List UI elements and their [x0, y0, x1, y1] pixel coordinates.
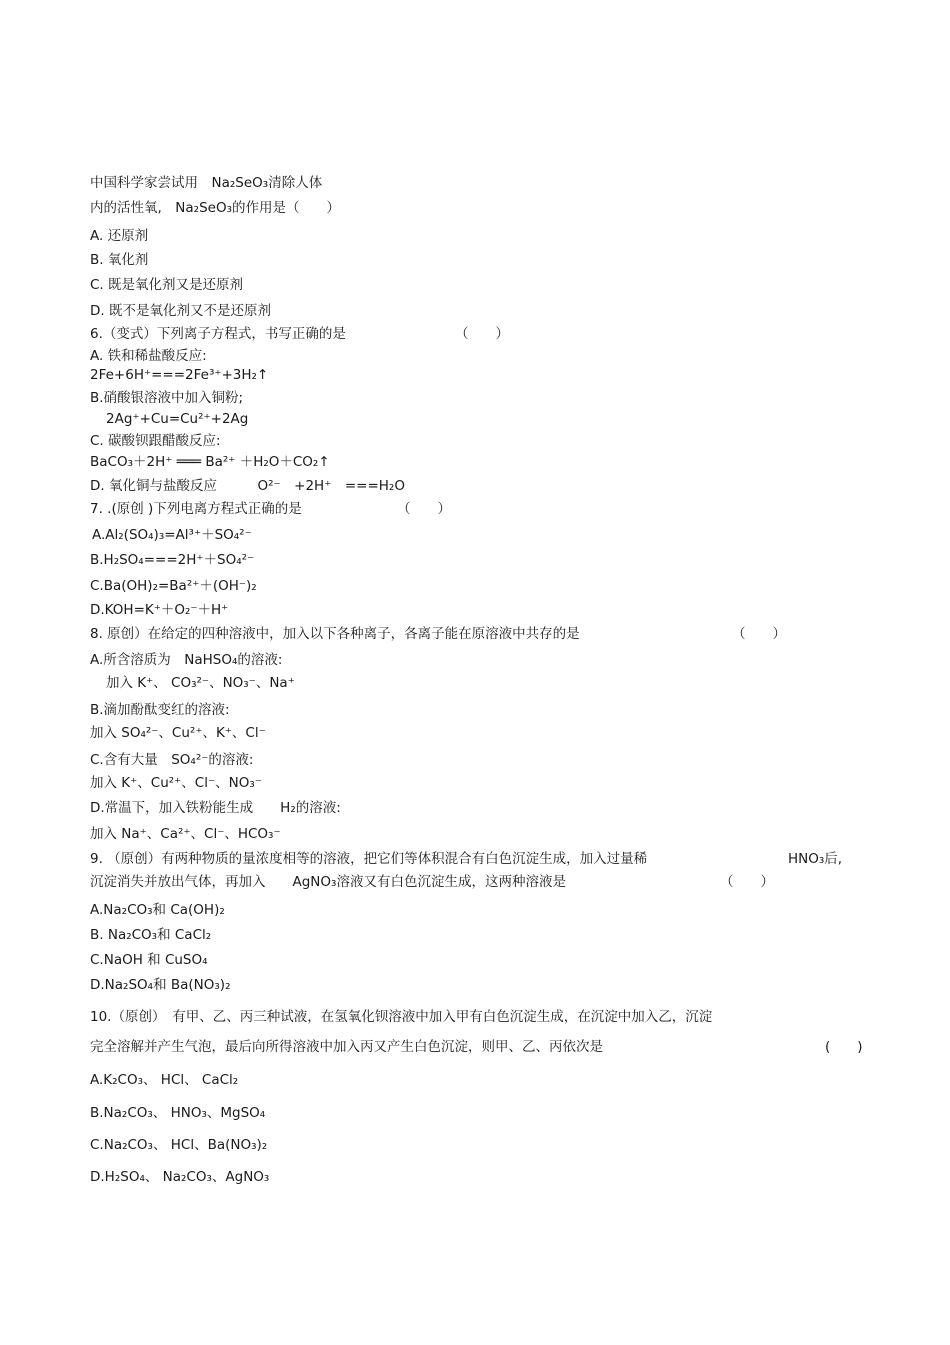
q5-stem-line-2: 内的活性氧, Na₂SeO₃的作用是（ ） [90, 200, 340, 216]
q6-option-b-equation: 2Ag⁺+Cu=Cu²⁺+2Ag [106, 411, 249, 427]
q6-option-c-equation: BaCO₃＋2H⁺ ═══ Ba²⁺ ＋H₂O＋CO₂↑ [90, 454, 330, 470]
q9-stem-line-1-end: HNO₃后, [788, 851, 843, 867]
q6-option-a-equation: 2Fe+6H⁺===2Fe³⁺+3H₂↑ [90, 367, 269, 383]
q10-stem-line-2: 完全溶解并产生气泡，最后向所得溶液中加入丙又产生白色沉淀，则甲、乙、丙依次是 [90, 1039, 603, 1055]
q8-option-c-label: C.含有大量 SO₄²⁻的溶液: [90, 752, 254, 768]
q6-stem: 6.（变式）下列离子方程式，书写正确的是 [90, 326, 346, 342]
q9-option-c: C.NaOH 和 CuSO₄ [90, 952, 208, 968]
q8-option-c-ions: 加入 K⁺、Cu²⁺、Cl⁻、NO₃⁻ [90, 775, 262, 791]
q9-stem-line-1: 9. （原创）有两种物质的量浓度相等的溶液，把它们等体积混合有白色沉淀生成，加入过量稀 [90, 851, 648, 867]
q7-stem: 7. .(原创 )下列电离方程式正确的是 [90, 501, 302, 517]
q6-option-b-label: B.硝酸银溶液中加入铜粉; [90, 390, 244, 406]
q9-answer-paren: （ ） [720, 874, 774, 890]
q8-answer-paren: （ ） [732, 626, 786, 642]
q8-option-b-ions: 加入 SO₄²⁻、Cu²⁺、K⁺、Cl⁻ [90, 725, 266, 741]
q10-option-c: C.Na₂CO₃、 HCl、Ba(NO₃)₂ [90, 1137, 268, 1153]
q7-option-a: A.Al₂(SO₄)₃=Al³⁺＋SO₄²⁻ [92, 527, 252, 543]
q10-option-b: B.Na₂CO₃、 HNO₃、MgSO₄ [90, 1105, 266, 1121]
q8-option-a-label: A.所含溶质为 NaHSO₄的溶液: [90, 652, 283, 668]
q10-stem-line-1: 10.（原创） 有甲、乙、丙三种试液，在氢氧化钡溶液中加入甲有白色沉淀生成，在沉淀中加入乙，沉淀 [90, 1009, 713, 1025]
q9-option-d: D.Na₂SO₄和 Ba(NO₃)₂ [90, 977, 231, 993]
q7-option-d: D.KOH=K⁺＋O₂⁻＋H⁺ [90, 602, 229, 618]
q6-option-a-label: A. 铁和稀盐酸反应: [90, 348, 207, 364]
q8-option-b-label: B.滴加酚酞变红的溶液: [90, 702, 230, 718]
q6-option-c-label: C. 碳酸钡跟醋酸反应: [90, 433, 221, 449]
q10-answer-paren: ( ) [825, 1039, 863, 1055]
q10-option-d: D.H₂SO₄、 Na₂CO₃、AgNO₃ [90, 1169, 270, 1185]
q9-option-b: B. Na₂CO₃和 CaCl₂ [90, 927, 212, 943]
q9-option-a: A.Na₂CO₃和 Ca(OH)₂ [90, 902, 225, 918]
q8-option-a-ions: 加入 K⁺、 CO₃²⁻、NO₃⁻、Na⁺ [106, 675, 295, 691]
q6-answer-paren: （ ） [455, 326, 509, 342]
q5-option-b: B. 氧化剂 [90, 252, 149, 268]
q5-stem-line-1: 中国科学家尝试用 Na₂SeO₃清除人体 [90, 175, 323, 191]
q6-option-d: D. 氧化铜与盐酸反应 O²⁻ +2H⁺ ===H₂O [90, 478, 405, 494]
q8-option-d-ions: 加入 Na⁺、Ca²⁺、Cl⁻、HCO₃⁻ [90, 826, 281, 842]
q9-stem-line-2: 沉淀消失并放出气体，再加入 AgNO₃溶液又有白色沉淀生成，这两种溶液是 [90, 874, 566, 890]
q10-option-a: A.K₂CO₃、 HCl、 CaCl₂ [90, 1072, 239, 1088]
q8-option-d-label: D.常温下，加入铁粉能生成 H₂的溶液: [90, 800, 341, 816]
q7-answer-paren: （ ） [397, 501, 451, 517]
q7-option-b: B.H₂SO₄===2H⁺＋SO₄²⁻ [90, 552, 255, 568]
q5-option-c: C. 既是氧化剂又是还原剂 [90, 277, 244, 293]
q7-option-c: C.Ba(OH)₂=Ba²⁺＋(OH⁻)₂ [90, 578, 257, 594]
q8-stem: 8. 原创）在给定的四种溶液中，加入以下各种离子，各离子能在原溶液中共存的是 [90, 626, 580, 642]
q5-option-a: A. 还原剂 [90, 228, 149, 244]
q5-option-d: D. 既不是氧化剂又不是还原剂 [90, 303, 271, 319]
